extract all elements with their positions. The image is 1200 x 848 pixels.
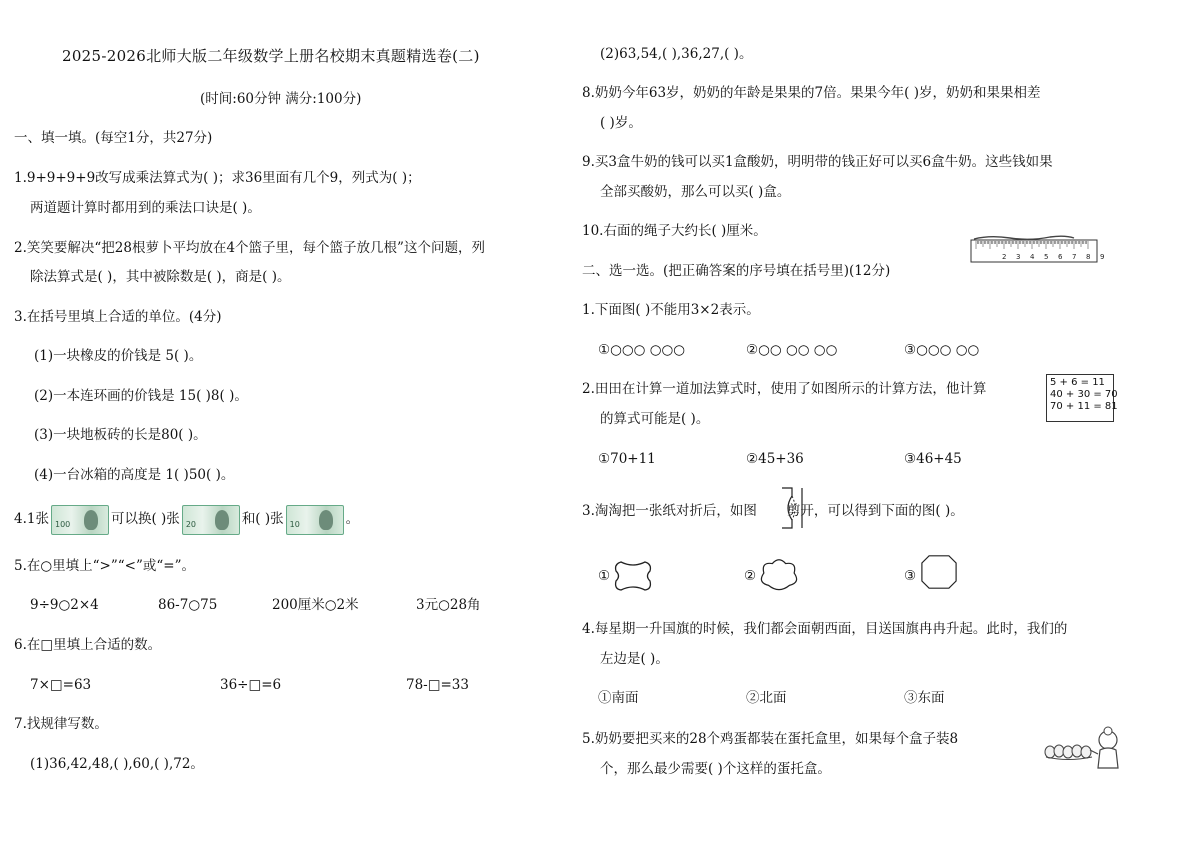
q6-item-2: 36÷□=6	[220, 677, 282, 693]
s2-q2-line2: 的算式可能是( )。	[600, 411, 710, 427]
q3-heading: 3.在括号里填上合适的单位。(4分)	[14, 309, 222, 325]
ruler-label: 3	[1016, 253, 1021, 261]
shape-option-1-icon	[612, 558, 654, 594]
s2-q3-text-1: 3.淘淘把一张纸对折后，如图	[582, 503, 757, 519]
q8-line2: ( )岁。	[600, 115, 642, 131]
ruler-label: 9	[1100, 253, 1105, 261]
s2-q4-option-1: ①南面	[598, 690, 639, 706]
q4-text-2: 可以换( )张	[110, 511, 180, 527]
q4-text-1: 4.1张	[14, 511, 49, 527]
s2-q2-option-2: ②45+36	[746, 451, 804, 467]
q5-item-3: 200厘米○2米	[272, 597, 359, 613]
q6-item-1: 7×□=63	[30, 677, 92, 693]
q7-item-1: (1)36,42,48,( ),60,( ),72。	[30, 756, 204, 772]
s2-q4-option-3: ③东面	[904, 690, 945, 706]
q7-heading: 7.找规律写数。	[14, 716, 108, 732]
q1-line2: 两道题计算时都用到的乘法口诀是( )。	[30, 200, 261, 216]
q4-text-3: 和( )张	[241, 511, 284, 527]
s2-q4-option-2: ②北面	[746, 690, 787, 706]
ruler-label: 8	[1086, 253, 1091, 261]
q10-line: 10.右面的绳子大约长( )厘米。	[582, 223, 767, 239]
rope	[974, 236, 1074, 239]
q4-text-4: 。	[345, 511, 360, 527]
section1-heading: 一、填一填。(每空1分，共27分)	[14, 130, 213, 146]
s2-q1-option-2: ②○○ ○○ ○○	[746, 342, 838, 358]
s2-q1-option-3: ③○○○ ○○	[904, 342, 980, 358]
calc-line-1: 5 + 6 = 11	[1050, 377, 1105, 388]
s2-q3-line	[582, 501, 964, 521]
q4-line	[14, 502, 359, 536]
q2-line1: 2.笑笑要解决“把28根萝卜平均放在4个篮子里，每个篮子放几根”这个问题，列	[14, 240, 485, 256]
s2-q3-option-1-label: ①	[598, 568, 611, 584]
s2-q4-line2: 左边是( )。	[600, 651, 669, 667]
shape-option-3-icon	[918, 554, 960, 590]
ruler-label: 4	[1030, 253, 1035, 261]
s2-q2-option-1: ①70+11	[598, 451, 656, 467]
page-subtitle: (时间:60分钟 满分:100分)	[200, 91, 362, 107]
ruler-label: 6	[1058, 253, 1063, 261]
q2-line2: 除法算式是( )，其中被除数是( )，商是( )。	[30, 269, 291, 285]
section2-heading: 二、选一选。(把正确答案的序号填在括号里)(12分)	[582, 263, 891, 279]
q6-heading: 6.在□里填上合适的数。	[14, 637, 162, 653]
banknote-20-value: 20	[185, 519, 196, 529]
s2-q2-option-3: ③46+45	[904, 451, 962, 467]
q5-heading: 5.在○里填上“>”“<”或“=”。	[14, 558, 196, 574]
portrait-icon	[319, 510, 333, 530]
shape-option-2-icon	[758, 556, 800, 592]
s2-q1-option-1: ①○○○ ○○○	[598, 342, 686, 358]
q1-line1: 1.9+9+9+9改写成乘法算式为( )；求36里面有几个9，列式为( )；	[14, 170, 421, 186]
s2-q1-line: 1.下面图( )不能用3×2表示。	[582, 302, 760, 318]
s2-q5-line1: 5.奶奶要把买来的28个鸡蛋都装在蛋托盒里，如果每个盒子装8	[582, 731, 959, 747]
portrait-icon	[84, 510, 98, 530]
calc-box	[1046, 374, 1118, 422]
q5-item-2: 86-7○75	[158, 597, 218, 613]
q3-item-2: (2)一本连环画的价钱是 15( )8( )。	[34, 388, 248, 404]
banknote-100-value: 100	[54, 519, 71, 529]
s2-q3-option-3-label: ③	[904, 568, 917, 584]
s2-q4-line1: 4.每星期一升国旗的时候，我们都会面朝西面，目送国旗冉冉升起。此时，我们的	[582, 621, 1068, 637]
s2-q2-line1: 2.田田在计算一道加法算式时，使用了如图所示的计算方法，他计算	[582, 381, 987, 397]
banknote-10-value: 10	[289, 519, 300, 529]
q3-item-1: (1)一块橡皮的价钱是 5( )。	[34, 348, 203, 364]
ruler-label: 7	[1072, 253, 1077, 261]
s2-q3-text-2: 剪开，可以得到下面的图( )。	[786, 503, 964, 519]
eggs-and-grandma-icon	[1044, 724, 1124, 770]
q3-item-4: (4)一台冰箱的高度是 1( )50( )。	[34, 467, 235, 483]
banknote-20-icon	[182, 505, 240, 535]
s2-q3-option-2-label: ②	[744, 568, 757, 584]
ruler-with-rope	[970, 232, 1105, 266]
calc-line-3: 70 + 11 = 81	[1050, 401, 1118, 412]
q9-line2: 全部买酸奶，那么可以买( )盒。	[600, 184, 791, 200]
portrait-icon	[215, 510, 229, 530]
banknote-10-icon	[286, 505, 344, 535]
q6-item-3: 78-□=33	[406, 677, 469, 693]
page-title: 2025-2026北师大版二年级数学上册名校期末真题精选卷(二)	[62, 47, 480, 65]
q8-line1: 8.奶奶今年63岁，奶奶的年龄是果果的7倍。果果今年( )岁，奶奶和果果相差	[582, 85, 1041, 101]
folded-paper-icon	[780, 486, 806, 530]
banknote-100-icon	[51, 505, 109, 535]
s2-q5-line2: 个，那么最少需要( )个这样的蛋托盒。	[600, 761, 831, 777]
q9-line1: 9.买3盒牛奶的钱可以买1盒酸奶，明明带的钱正好可以买6盒牛奶。这些钱如果	[582, 154, 1053, 170]
ruler-label: 5	[1044, 253, 1049, 261]
q5-item-4: 3元○28角	[416, 597, 481, 613]
ruler-label: 2	[1002, 253, 1007, 261]
q7-item-2: (2)63,54,( ),36,27,( )。	[600, 46, 753, 62]
q5-item-1: 9÷9○2×4	[30, 597, 99, 613]
calc-line-2: 40 + 30 = 70	[1050, 389, 1118, 400]
q3-item-3: (3)一块地板砖的长是80( )。	[34, 427, 207, 443]
